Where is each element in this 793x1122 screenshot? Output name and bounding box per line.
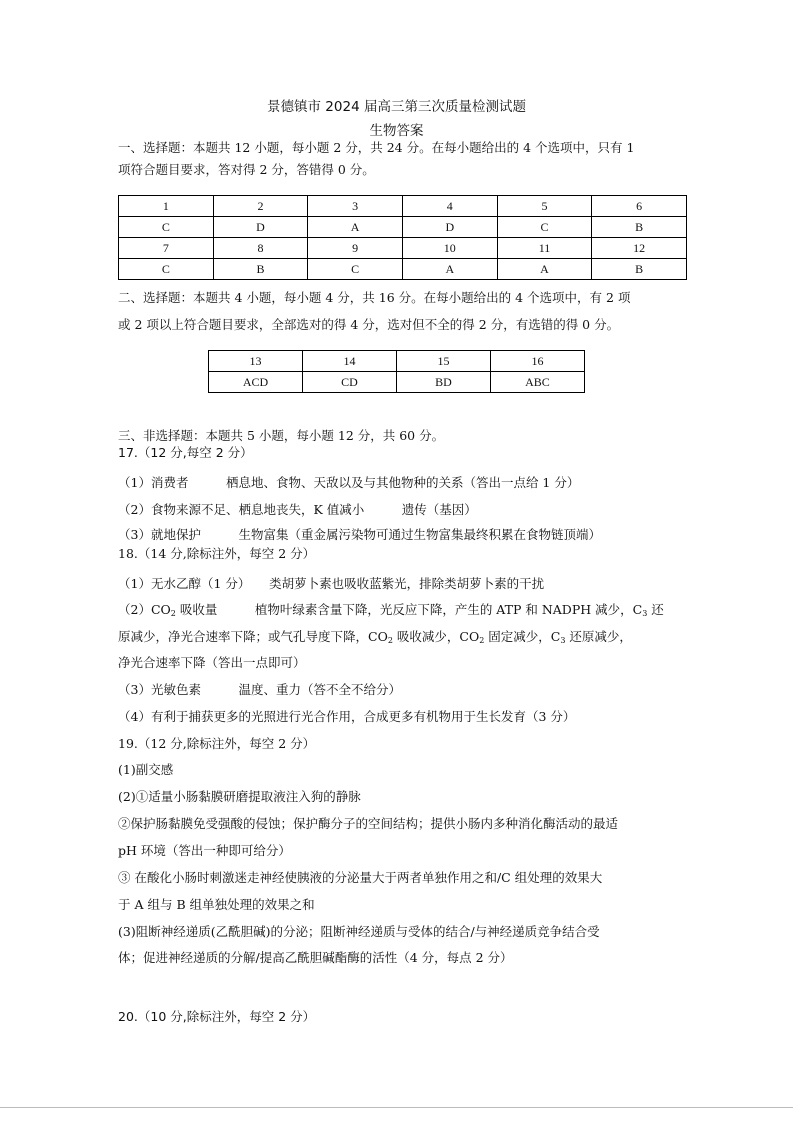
document-subtitle: 生物答案 (369, 123, 424, 139)
table-row (119, 196, 687, 217)
section3-header: 三、非选择题：本题共 5 小题，每小题 12 分，共 60 分。 (118, 428, 445, 443)
q18-answer-2-line1 (118, 602, 664, 622)
table-cell: A (402, 259, 497, 280)
q18-heading: 18.（14 分,除标注外，每空 2 分） (118, 546, 316, 561)
table-cell: 7 (119, 238, 214, 259)
section1-answer-table (118, 195, 687, 280)
table-cell: C (308, 259, 403, 280)
q17-heading: 17.（12 分,每空 2 分） (118, 445, 253, 460)
table-cell: 10 (402, 238, 497, 259)
q19-answer-2-3-line1: ③ 在酸化小肠时刺激迷走神经使胰液的分泌量大于两者单独作用之和/C 组处理的效果大 (118, 870, 603, 885)
table-cell: 8 (213, 238, 308, 259)
table-row (209, 351, 585, 372)
q19-answer-1: (1)副交感 (118, 762, 174, 777)
table-cell: 12 (592, 238, 687, 259)
table-row (119, 259, 687, 280)
section2-answer-table (208, 350, 585, 393)
table-cell: 5 (497, 196, 592, 217)
q17-answer-2: （2）食物来源不足、栖息地丧失，K 值减小 遗传（基因） (118, 502, 477, 517)
document-title: 景德镇市 2024 届高三第三次质量检测试题 (267, 99, 526, 115)
subscript: 2 (387, 636, 393, 645)
subscript: 2 (479, 636, 485, 645)
q19-answer-3-line1: (3)阻断神经递质(乙酰胆碱)的分泌；阻断神经递质与受体的结合/与神经递质竞争结合受 (118, 924, 600, 939)
table-row (209, 372, 585, 393)
q18-answer-4: （4）有利于捕获更多的光照进行光合作用，合成更多有机物用于生长发育（3 分） (118, 709, 576, 724)
text: 吸收量 植物叶绿素含量下降，光反应下降，产生的 ATP 和 NADPH 减少，C (175, 602, 643, 617)
q19-answer-3-line2: 体；促进神经递质的分解/提高乙酰胆碱酯酶的活性（4 分，每点 2 分） (118, 950, 513, 965)
table-cell: 3 (308, 196, 403, 217)
text: 吸收减少，CO (392, 629, 480, 644)
text: 还原减少， (565, 629, 632, 644)
subscript: 3 (642, 609, 648, 618)
q19-answer-2-2-line1: ②保护肠黏膜免受强酸的侵蚀；保护酶分子的空间结构；提供小肠内多种消化酶活动的最适 (118, 816, 619, 831)
table-cell: B (592, 259, 687, 280)
q17-answer-1: （1）消费者 栖息地、食物、天敌以及与其他物种的关系（答出一点给 1 分） (118, 475, 580, 490)
q19-answer-2-3-line2: 于 A 组与 B 组单独处理的效果之和 (118, 897, 315, 912)
table-row (119, 238, 687, 259)
table-cell: C (497, 217, 592, 238)
table-cell: 11 (497, 238, 592, 259)
text: 还 (647, 602, 664, 617)
table-cell: B (213, 259, 308, 280)
table-cell: 6 (592, 196, 687, 217)
subscript: 2 (170, 609, 176, 618)
table-cell: 9 (308, 238, 403, 259)
table-cell: 15 (396, 351, 490, 372)
section1-intro-line2: 项符合题目要求，答对得 2 分，答错得 0 分。 (118, 162, 375, 177)
page-bottom-divider (0, 1107, 793, 1108)
section1-intro-line1: 一、选择题：本题共 12 小题，每小题 2 分，共 24 分。在每小题给出的 4 个选项中，只有 1 (118, 140, 635, 155)
table-cell: B (592, 217, 687, 238)
q18-answer-2-line2 (118, 629, 632, 649)
q19-heading: 19.（12 分,除标注外，每空 2 分） (118, 736, 316, 751)
q18-answer-1: （1）无水乙醇（1 分） 类胡萝卜素也吸收蓝紫光，排除类胡萝卜素的干扰 (118, 576, 545, 591)
table-row (119, 217, 687, 238)
table-cell: 2 (213, 196, 308, 217)
table-cell: ABC (490, 372, 584, 393)
table-cell: BD (396, 372, 490, 393)
text: （2）CO (118, 602, 171, 617)
table-cell: C (119, 259, 214, 280)
table-cell: A (308, 217, 403, 238)
table-cell: C (119, 217, 214, 238)
q19-answer-2-2-line2: pH 环境（答出一种即可给分） (118, 843, 291, 858)
table-cell: ACD (209, 372, 303, 393)
table-cell: D (402, 217, 497, 238)
table-cell: 13 (209, 351, 303, 372)
table-cell: 16 (490, 351, 584, 372)
q18-answer-2-line3: 净光合速率下降（答出一点即可） (118, 655, 306, 670)
text: 原减少，净光合速率下降；或气孔导度下降，CO (118, 629, 388, 644)
table-cell: 4 (402, 196, 497, 217)
q20-heading: 20.（10 分,除标注外，每空 2 分） (118, 1009, 316, 1024)
table-cell: 14 (303, 351, 397, 372)
subscript: 3 (560, 636, 566, 645)
table-cell: A (497, 259, 592, 280)
q18-answer-3: （3）光敏色素 温度、重力（答不全不给分） (118, 682, 401, 697)
q17-answer-3: （3）就地保护 生物富集（重金属污染物可通过生物富集最终积累在食物链顶端） (118, 527, 601, 542)
q19-answer-2-1: (2)①适量小肠黏膜研磨提取液注入狗的静脉 (118, 789, 361, 804)
table-cell: 1 (119, 196, 214, 217)
section2-intro-line2: 或 2 项以上符合题目要求，全部选对的得 4 分，选对但不全的得 2 分，有选错的得 0 分。 (118, 317, 620, 332)
section2-intro-line1: 二、选择题：本题共 4 小题，每小题 4 分，共 16 分。在每小题给出的 4 个选项中，有 2 项 (118, 290, 631, 305)
table-cell: D (213, 217, 308, 238)
text: 固定减少，C (484, 629, 561, 644)
table-cell: CD (303, 372, 397, 393)
